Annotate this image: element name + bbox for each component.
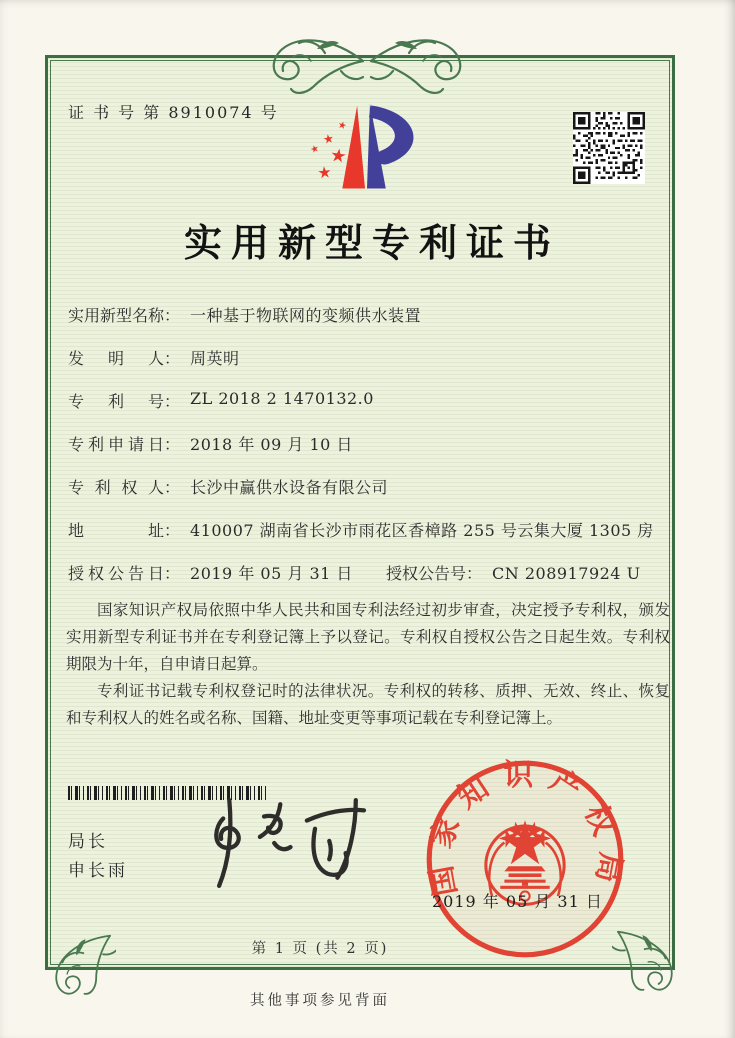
field-list [68,303,668,604]
top-flourish-ornament [245,27,489,103]
seal-text: 国家知识产权局 [422,757,628,899]
legal-paragraph-2: 专利证书记载专利权登记时的法律状况。专利权的转移、质押、无效、终止、恢复和专利权人的姓名或名称、国籍、地址变更等事项记载在专利登记簿上。 [66,682,670,727]
field-label: 专利申请日 [68,435,164,454]
field-label: 发明人 [68,349,164,368]
field-value: 长沙中赢供水设备有限公司 [190,478,389,497]
qr-code-icon [573,112,645,184]
field-colon: ： [164,349,181,368]
logo-red-wedge [342,106,365,189]
field-row-address [68,518,668,540]
certificate-number: 证 书 号 第 8910074 号 [68,103,279,122]
back-note: 其他事项参见背面 [250,993,390,1009]
signature-icon [192,792,387,894]
seal-date: 2019 年 05 月 31 日 [432,892,603,911]
logo-stars [310,121,347,179]
field-row-filing-date [68,432,668,454]
bottom-left-flourish-ornament [20,901,116,997]
field-value: ZL 2018 2 1470132.0 [190,389,374,408]
field-colon: ： [164,306,181,325]
certificate-title: 实用新型专利证书 [183,220,560,265]
field-label: 专利号 [68,392,164,411]
field-label: 地址 [68,521,164,540]
field-label: 授权公告日 [68,564,164,583]
field-row-utility-model-name [68,303,668,325]
field-colon: ： [164,564,181,583]
field-row-patentee [68,475,668,497]
field-value: 周英明 [190,349,240,368]
page-indicator: 第 1 页 (共 2 页) [251,941,389,957]
field-colon: ： [466,564,483,583]
field-label: 授权公告号 [386,564,467,583]
field-label: 实用新型名称 [68,306,165,325]
commissioner-title: 局长 [68,832,108,852]
field-colon: ： [164,478,181,497]
commissioner-name: 申长雨 [68,861,128,881]
bottom-right-flourish-ornament [612,897,708,993]
field-colon: ： [164,435,181,454]
field-grant-announcement-number [386,561,641,584]
field-label: 专利权人 [68,478,164,497]
field-value: 一种基于物联网的变频供水装置 [190,306,422,325]
field-colon: ： [164,392,181,411]
cnipa-patent-logo-icon [288,98,446,198]
field-value: 2019 年 05 月 31 日 [190,564,353,583]
field-row-inventor [68,346,668,368]
field-row-grant-date [68,561,668,583]
legal-paragraph-1: 国家知识产权局依照中华人民共和国专利法经过初步审查，决定授予专利权，颁发实用新型专利证书并在专利登记簿上予以登记。专利权自授权公告之日起生效。专利权期限为十年，自申请日起算。 [66,601,670,673]
field-value: 2018 年 09 月 10 日 [190,435,353,454]
field-value: CN 208917924 U [492,564,641,583]
legal-text-block [66,597,670,732]
field-row-patent-number [68,389,668,411]
field-colon: ： [164,521,181,540]
field-value: 410007 湖南省长沙市雨花区香樟路 255 号云集大厦 1305 房 [190,521,654,540]
official-seal-icon [422,756,628,962]
